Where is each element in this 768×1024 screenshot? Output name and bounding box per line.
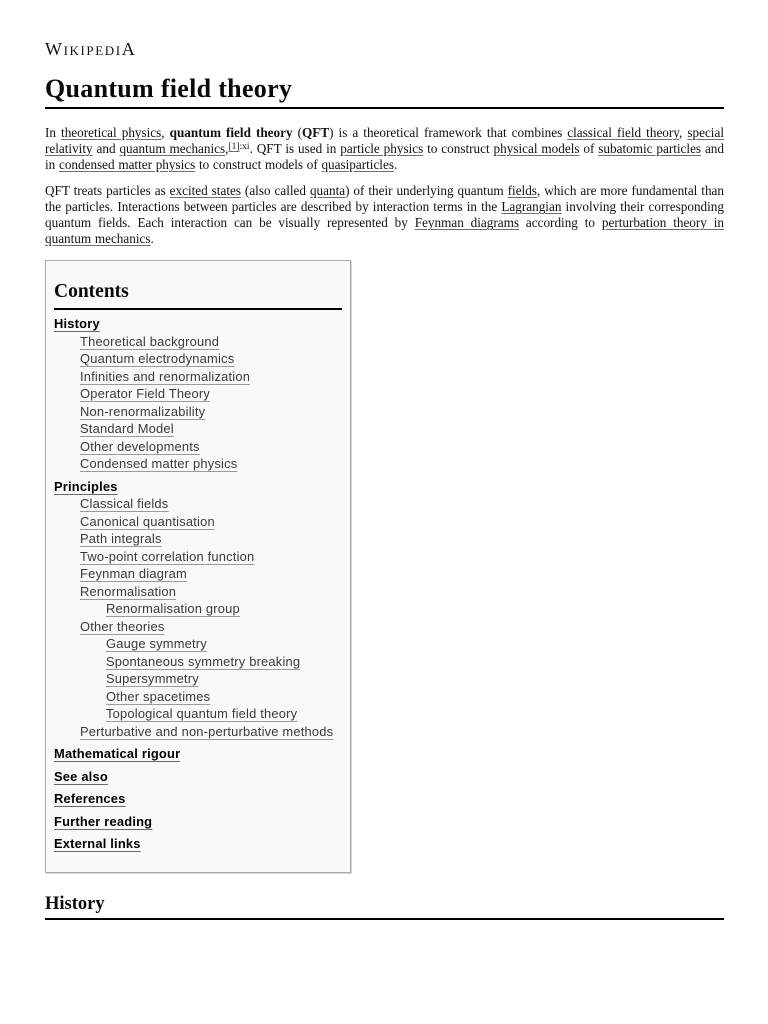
intro-paragraph-2 [45,183,724,247]
article-link[interactable]: fields [507,183,537,198]
toc-item [54,790,342,808]
toc-item [54,635,342,653]
toc-link[interactable]: See also [54,768,108,784]
toc-link[interactable]: References [54,791,126,806]
article-link[interactable]: Lagrangian [501,199,562,214]
toc-item [54,513,342,531]
toc-link[interactable]: Non-renormalizability [80,403,206,419]
article-link[interactable]: particle physics [340,141,424,156]
toc-item [54,315,342,333]
article-link[interactable]: classical field theory [567,125,680,140]
toc-item [54,723,342,741]
toc-link[interactable]: History [54,316,100,331]
toc-item [54,688,342,706]
toc-link[interactable]: Feynman diagram [80,566,187,581]
article-link[interactable]: special relativity [45,125,724,156]
text-segment: QFT treats particles as [45,183,170,198]
toc-item [54,403,342,421]
text-segment: , [161,125,170,140]
text-segment: involving their corresponding quantum fields. Each interaction can be visually represented by [45,199,724,230]
article-link[interactable]: quanta [309,183,346,198]
toc-link[interactable]: Theoretical background [80,333,220,349]
wikipedia-wordmark: WikipediA [45,39,137,59]
toc-list [54,315,342,853]
toc-item [54,618,342,636]
toc-item [54,438,342,456]
toc-link[interactable]: Quantum electrodynamics [80,351,235,366]
text-segment: ) of their underlying quantum [345,183,508,198]
text-segment: of [579,141,599,156]
text-segment: QFT [302,125,330,140]
toc-item [54,653,342,671]
article-link[interactable]: physical models [493,141,580,156]
text-segment: ) is a theoretical framework that combines [329,125,568,140]
text-segment: to construct models of [195,157,322,172]
text-segment: (also called [240,183,310,198]
toc-item [54,385,342,403]
toc-heading: Contents [54,281,342,310]
intro-paragraph-1 [45,125,724,173]
toc-item [54,583,342,601]
toc-item [54,548,342,566]
reference-link[interactable]: [1] [228,142,240,152]
toc-item [54,530,342,548]
toc-link[interactable]: Other spacetimes [106,688,211,704]
text-segment: and in [45,141,724,172]
toc-item [54,705,342,723]
article-link[interactable]: condensed matter physics [58,157,196,172]
toc-item [54,768,342,786]
history-section-heading: History [45,893,724,920]
toc-item [54,350,342,368]
toc-item [54,495,342,513]
toc-item [54,368,342,386]
toc-link[interactable]: Mathematical rigour [54,746,181,761]
toc-link[interactable]: Renormalisation group [106,601,240,616]
article-title: Quantum field theory [45,76,724,109]
toc-link[interactable]: Renormalisation [80,583,177,599]
toc-item [54,455,342,473]
text-segment: ( [292,125,302,140]
toc-item [54,478,342,496]
article-link[interactable]: quasiparticles [321,157,394,172]
text-segment: according to [519,215,602,230]
toc-link[interactable]: Infinities and renormalization [80,368,251,384]
text-segment: to construct [423,141,494,156]
toc-link[interactable]: Topological quantum field theory [106,706,298,721]
text-segment: . [393,157,398,172]
toc-link[interactable]: Other theories [80,618,165,634]
article-link[interactable]: perturbation theory in quantum mechanics [45,215,724,246]
toc-item [54,333,342,351]
toc-link[interactable]: Principles [54,478,118,494]
toc-link[interactable]: Canonical quantisation [80,513,215,529]
article-link[interactable]: theoretical physics [61,125,162,140]
text-segment: and [92,141,120,156]
toc-link[interactable]: Standard Model [80,421,174,436]
toc-link[interactable]: External links [54,836,141,851]
text-segment: quantum field theory [169,125,293,140]
toc-link[interactable]: Classical fields [80,496,169,511]
toc-item [54,835,342,853]
toc-item [54,813,342,831]
text-segment: , [679,125,688,140]
toc-link[interactable]: Operator Field Theory [80,386,211,401]
article-link[interactable]: quantum mechanics [119,141,226,156]
toc-link[interactable]: Two-point correlation function [80,548,255,564]
toc-link[interactable]: Other developments [80,438,200,454]
article-link[interactable]: excited states [169,183,241,198]
toc-link[interactable]: Condensed matter physics [80,456,238,471]
text-segment: In [45,125,62,140]
toc-link[interactable]: Path integrals [80,531,162,546]
text-segment: . QFT is used in [249,141,341,156]
toc-link[interactable]: Gauge symmetry [106,636,207,651]
text-segment: . [150,231,154,246]
toc-item [54,565,342,583]
toc-link[interactable]: Spontaneous symmetry breaking [106,653,301,669]
toc-link[interactable]: Perturbative and non-perturbative methods [80,723,334,739]
toc-item [54,420,342,438]
text-segment: , [225,141,229,156]
toc-item [54,670,342,688]
toc-link[interactable]: Further reading [54,813,153,829]
text-segment: :xi [239,142,250,152]
text-segment: , which are more fundamental than the particles. Interactions between particles are described by interaction terms in the [45,183,724,214]
article-link[interactable]: Feynman diagrams [414,215,520,230]
table-of-contents-box [45,260,351,873]
toc-item [54,600,342,618]
toc-item [54,745,342,763]
toc-link[interactable]: Supersymmetry [106,671,199,686]
article-link[interactable]: subatomic particles [598,141,702,156]
